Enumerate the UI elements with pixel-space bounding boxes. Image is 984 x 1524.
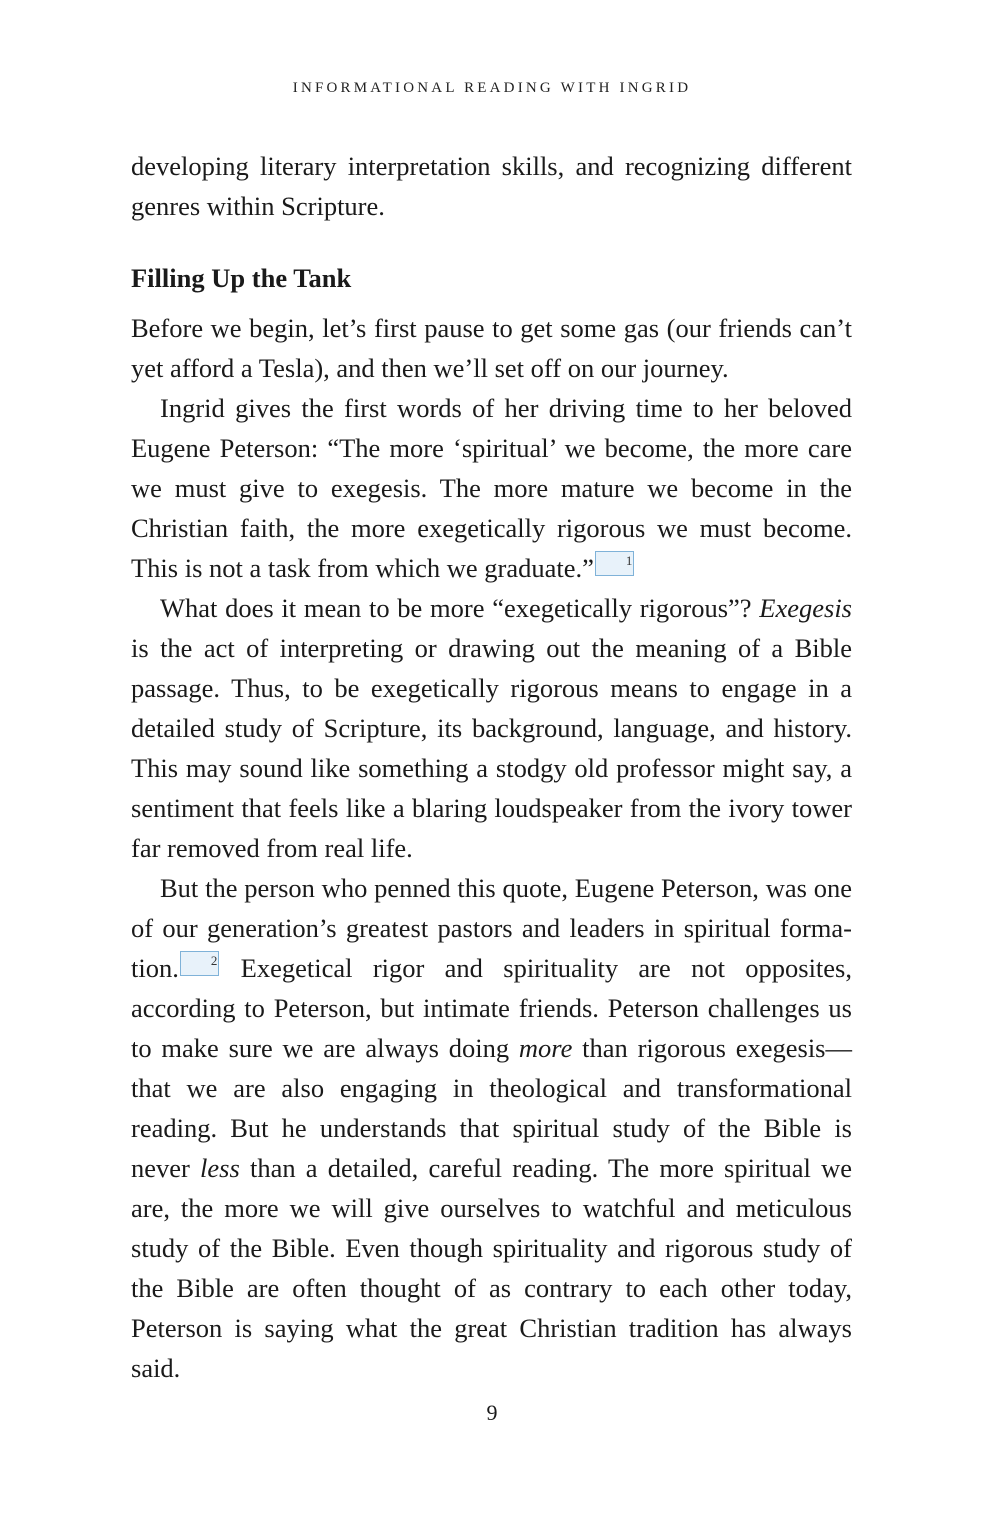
page-number: 9 <box>486 1400 498 1425</box>
paragraph-continuation: developing literary interpretation skills, and recognizing different genres within Scripture. <box>131 151 852 221</box>
emphasis-less: less <box>200 1153 240 1183</box>
running-head: INFORMATIONAL READING WITH INGRID <box>292 80 692 96</box>
footnote-marker-1[interactable]: 1 <box>595 551 635 576</box>
text-run: is the act of interpreting or drawing out the meaning of a Bible passage. Thus, to be exegetically rigorous means to engage in a detailed study of Scripture, its background, language, and history. This may sound like something a stodgy old professor might say, a sentiment that feels like a blaring loudspeaker from the ivory tower far removed from real life. <box>131 633 852 863</box>
footnote-marker-2[interactable]: 2 <box>180 951 220 976</box>
emphasis-more: more <box>518 1033 573 1063</box>
paragraph-peterson-quote <box>131 388 852 588</box>
text-run: But the person who penned this quote, Eugene Peterson, was one of our generation’s greatest pastors and leaders in spiritual forma-tion. <box>131 873 852 983</box>
paragraph-peterson <box>131 868 852 1388</box>
section-heading: Filling Up the Tank <box>131 263 352 293</box>
text-run: than a detailed, careful reading. The more spiritual we are, the more we will give ourselves to watchful and meticulous study of the Bible. Even though spirituality and rigorous study of the Bible are often thought of as contrary to each other today, Peterson is saying what the great Christian tradition has always said. <box>131 1153 852 1383</box>
text-run: Exegetical rigor and spirituality are not opposites, according to Peterson, but intimate friends. Peterson challenges us to make sure we are always doing <box>131 953 852 1063</box>
body-text <box>131 146 852 1388</box>
quote-text: Ingrid gives the first words of her driving time to her beloved Eugene Peterson: “The more ‘spiritual’ we become, the more care we must give to exegesis. The more mature we become in the Christian faith, the more exegetically rigorous we must become. This is not a task from which we graduate.” <box>131 393 852 583</box>
emphasis-exegesis: Exegesis <box>759 593 852 623</box>
text-run: What does it mean to be more “exegetically rigorous”? <box>160 593 760 623</box>
text-run: than rigorous exegesis—that we are also engaging in theological and transformational reading. But he understands that spiritual study of the Bible is never <box>131 1033 852 1183</box>
paragraph-intro: Before we begin, let’s first pause to get some gas (our friends can’t yet afford a Tesla), and then we’ll set off on our journey. <box>131 313 852 383</box>
paragraph-exegesis <box>131 588 852 868</box>
